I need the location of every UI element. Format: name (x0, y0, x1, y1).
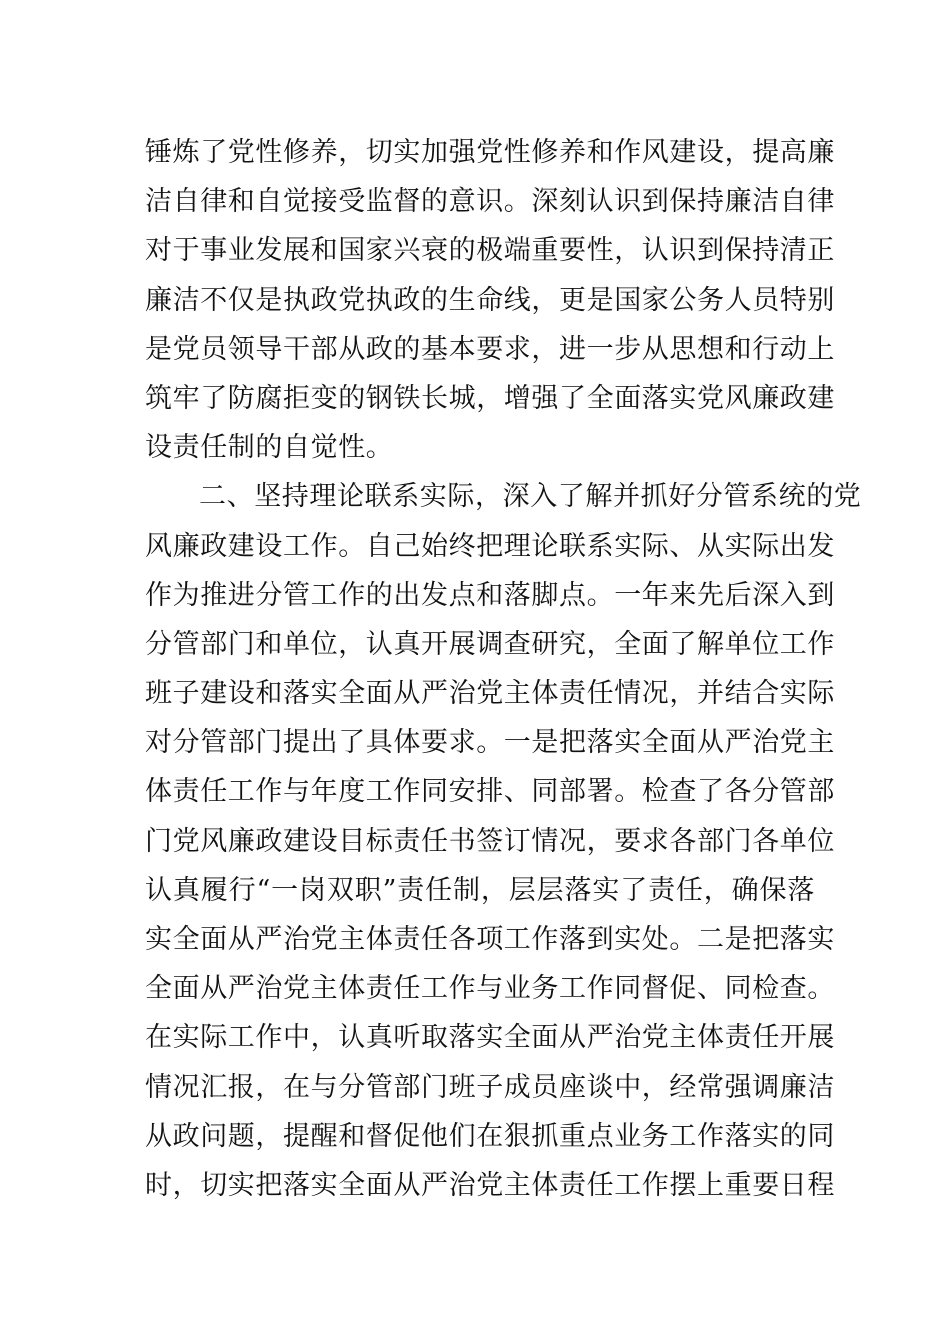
text-line: 情况汇报，在与分管部门班子成员座谈中，经常强调廉洁 (145, 1071, 835, 1103)
text-line: 时，切实把落实全面从严治党主体责任工作摆上重要日程 (145, 1169, 835, 1201)
text-line: 洁自律和自觉接受监督的意识。深刻认识到保持廉洁自律 (145, 186, 835, 218)
text-line: 从政问题，提醒和督促他们在狠抓重点业务工作落实的同 (145, 1120, 835, 1152)
text-line: 门党风廉政建设目标责任书签订情况，要求各部门各单位 (145, 825, 835, 857)
text-line: 风廉政建设工作。自己始终把理论联系实际、从实际出发 (145, 530, 835, 562)
text-line: 设责任制的自觉性。 (145, 432, 394, 464)
text-line: 筑牢了防腐拒变的钢铁长城，增强了全面落实党风廉政建 (145, 382, 835, 414)
text-line: 二、坚持理论联系实际，深入了解并抓好分管系统的党 (199, 481, 862, 513)
text-line: 分管部门和单位，认真开展调查研究，全面了解单位工作 (145, 628, 835, 660)
text-line: 对分管部门提出了具体要求。一是把落实全面从严治党主 (145, 727, 835, 759)
text-line: 实全面从严治党主体责任各项工作落到实处。二是把落实 (145, 924, 835, 955)
text-line: 锤炼了党性修养，切实加强党性修养和作风建设，提高廉 (145, 137, 835, 168)
text-line: 全面从严治党主体责任工作与业务工作同督促、同检查。 (145, 973, 835, 1005)
text-line: 在实际工作中，认真听取落实全面从严治党主体责任开展 (145, 1022, 835, 1054)
text-line: 认真履行“一岗双职”责任制，层层落实了责任，确保落 (145, 874, 815, 906)
text-line: 班子建设和落实全面从严治党主体责任情况，并结合实际 (145, 678, 835, 710)
text-line: 作为推进分管工作的出发点和落脚点。一年来先后深入到 (145, 579, 835, 611)
text-line: 廉洁不仅是执政党执政的生命线，更是国家公务人员特别 (145, 284, 835, 316)
text-line: 对于事业发展和国家兴衰的极端重要性，认识到保持清正 (145, 235, 835, 267)
text-line: 是党员领导干部从政的基本要求，进一步从思想和行动上 (145, 333, 835, 365)
paragraph-2 (145, 472, 862, 1210)
text-line: 体责任工作与年度工作同安排、同部署。检查了各分管部 (145, 776, 835, 808)
document-body (145, 128, 862, 1210)
paragraph-1 (145, 128, 835, 472)
